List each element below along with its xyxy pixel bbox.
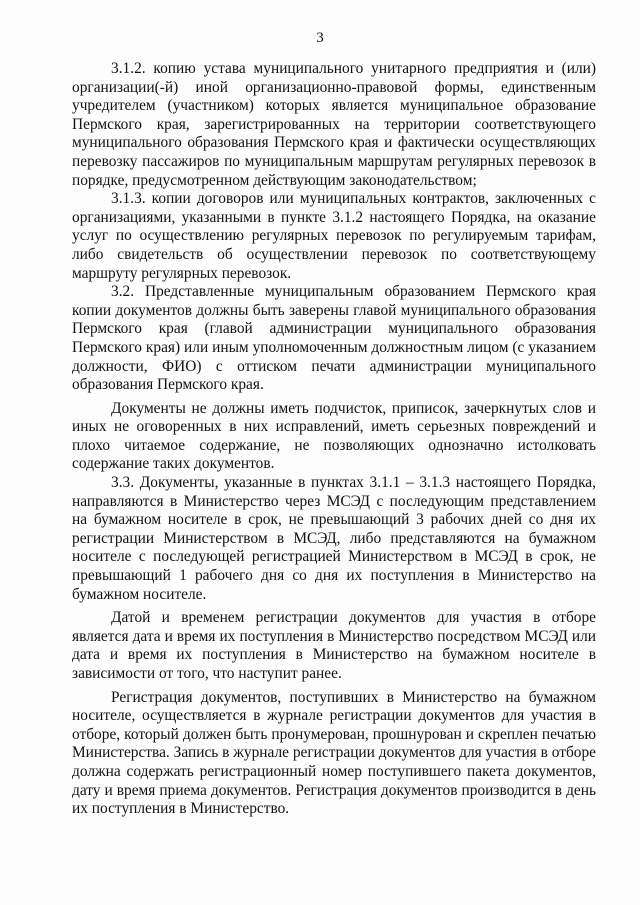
paragraph-3-1-2: 3.1.2. копию устава муниципального унитарного предприятия и (или) организации(-й) иной организационно-правовой формы, единственным учредителем (участником) которых является муниципальное образование Пермского края, зарегистрированных на территории соответствующего муниципального образования Пермского края и фактически осуществляющих перевозку пассажиров по муниципальным маршрутам регулярных перевозок в порядке, предусмотренном действующим законодательством; <box>72 60 596 189</box>
document-body <box>72 60 596 819</box>
paragraph-3-2: 3.2. Представленные муниципальным образованием Пермского края копии документов должны быть заверены главой муниципального образования Пермского края (главой администрации муниципального образования Пермского края) или иным уполномоченным должностным лицом (с указанием должности, ФИО) с оттиском печати администрации муниципального образования Пермского края. <box>72 283 596 394</box>
paragraph-3-3: 3.3. Документы, указанные в пунктах 3.1.1 – 3.1.3 настоящего Порядка, направляются в Министерство через МСЭД с последующим представлением на бумажном носителе в срок, не превышающий 3 рабочих дней со дня их регистрации Министерством в МСЭД, либо представляются на бумажном носителе с последующей регистрацией Министерством в МСЭД в срок, не превышающий 1 рабочего дня со дня их поступления в Министерство на бумажном носителе. <box>72 474 596 603</box>
paragraph-3-1-3: 3.1.3. копии договоров или муниципальных контрактов, заключенных с организациями, указанными в пункте 3.1.2 настоящего Порядка, на оказание услуг по осуществлению регулярных перевозок по регулируемым тарифам, либо свидетельств об осуществлении перевозок по соответствующему маршруту регулярных перевозок. <box>72 190 596 282</box>
paragraph-registration-journal: Регистрация документов, поступивших в Министерство на бумажном носителе, осуществляется в журнале регистрации документов для участия в отборе, который должен быть пронумерован, прошнурован и скреплен печатью Министерства. Запись в журнале регистрации документов для участия в отборе должна содержать регистрационный номер поступившего пакета документов, дату и время приема документов. Регистрация документов производится в день их поступления в Министерство. <box>72 688 596 818</box>
page-number: 3 <box>316 30 324 46</box>
paragraph-document-requirements: Документы не должны иметь подчисток, приписок, зачеркнутых слов и иных не оговоренных в них исправлений, иметь серьезных повреждений и плохо читаемое содержание, не позволяющих однозначно истолковать содержание таких документов. <box>72 399 596 473</box>
paragraph-registration-date: Датой и временем регистрации документов для участия в отборе является дата и время их поступления в Министерство посредством МСЭД или дата и время их поступления в Министерство на бумажном носителе в зависимости от того, что наступит ранее. <box>72 609 596 682</box>
